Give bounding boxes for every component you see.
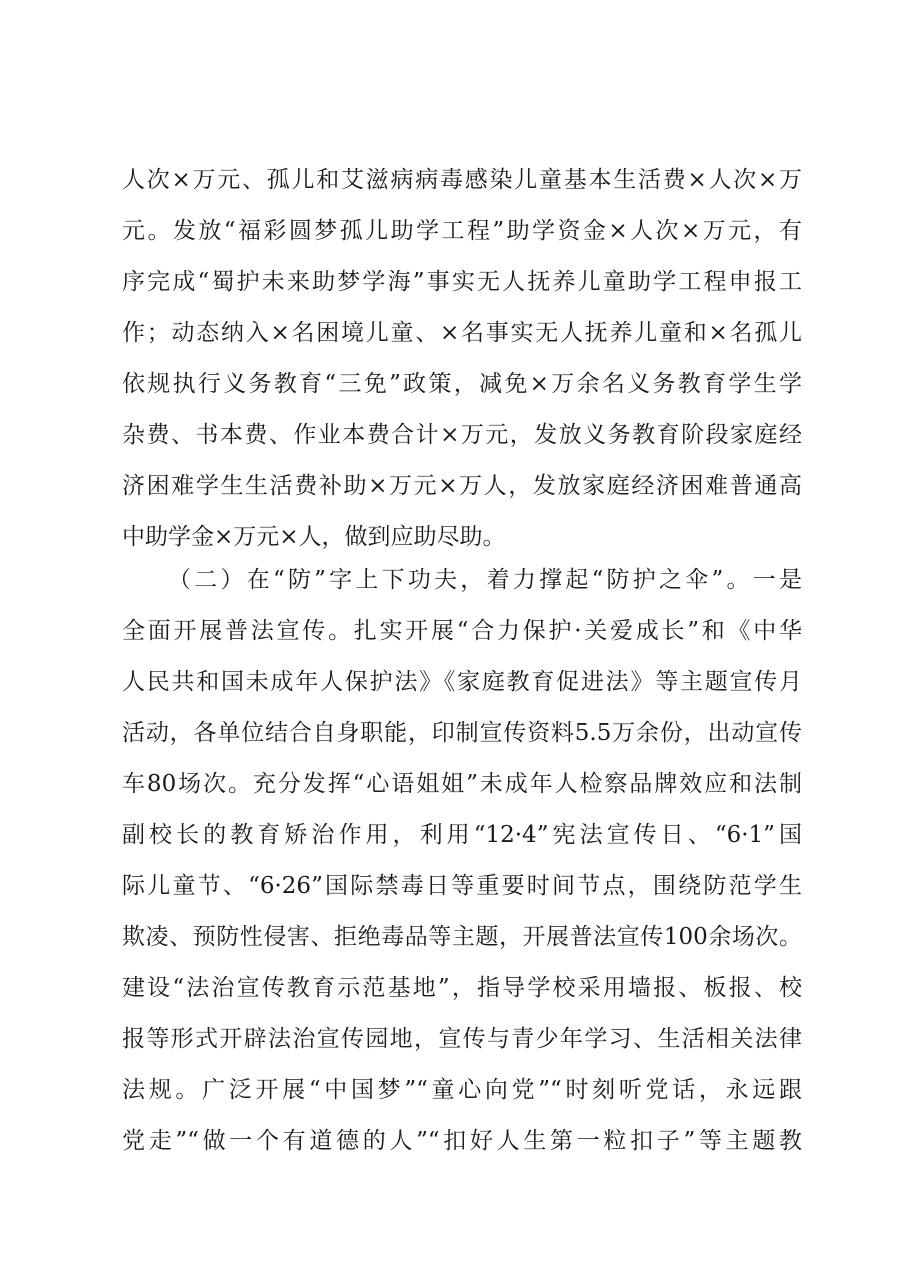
paragraph-line: 党走”“做一个有道德的人”“扣好人生第一粒扣子”等主题教 [122,1128,802,1154]
paragraph-line: 报等形式开辟法治宣传园地，宣传与青少年学习、生活相关法律 [122,1026,802,1052]
paragraph-line: 作；动态纳入×名困境儿童、×名事实无人抚养儿童和×名孤儿 [122,320,802,346]
paragraph-line: 中助学金×万元×人，做到应助尽助。 [122,524,506,550]
paragraph-line: 副校长的教育矫治作用，利用“12·4”宪法宣传日、“6·1”国 [122,822,802,848]
paragraph-line: 欺凌、预防性侵害、拒绝毒品等主题，开展普法宣传100余场次。 [122,924,802,950]
paragraph-line: 人次×万元、孤儿和艾滋病病毒感染儿童基本生活费×人次×万 [122,167,802,193]
paragraph-line: 依规执行义务教育“三免”政策，减免×万余名义务教育学生学 [122,371,802,397]
paragraph-line: 序完成“蜀护未来助梦学海”事实无人抚养儿童助学工程申报工 [122,269,802,295]
paragraph-line: 际儿童节、“6·26”国际禁毒日等重要时间节点，围绕防范学生 [122,873,802,899]
paragraph-line: 活动，各单位结合自身职能，印制宣传资料5.5万余份，出动宣传 [122,720,802,746]
paragraph-line: 济困难学生生活费补助×万元×万人，发放家庭经济困难普通高 [122,473,802,499]
paragraph-line: 杂费、书本费、作业本费合计×万元，发放义务教育阶段家庭经 [122,422,802,448]
paragraph-line: 全面开展普法宣传。扎实开展“合力保护·关爱成长”和《中华 [122,618,802,644]
paragraph-line: （二）在“防”字上下功夫，着力撑起“防护之伞”。一是 [168,567,802,593]
paragraph-line: 法规。广泛开展“中国梦”“童心向党”“时刻听党话，永远跟 [122,1077,802,1103]
paragraph-line: 建设“法治宣传教育示范基地”，指导学校采用墙报、板报、校 [122,975,802,1001]
paragraph-line: 元。发放“福彩圆梦孤儿助学工程”助学资金×人次×万元，有 [122,218,802,244]
paragraph-line: 车80场次。充分发挥“心语姐姐”未成年人检察品牌效应和法制 [122,771,802,797]
paragraph-line: 人民共和国未成年人保护法》《家庭教育促进法》等主题宣传月 [122,669,802,695]
